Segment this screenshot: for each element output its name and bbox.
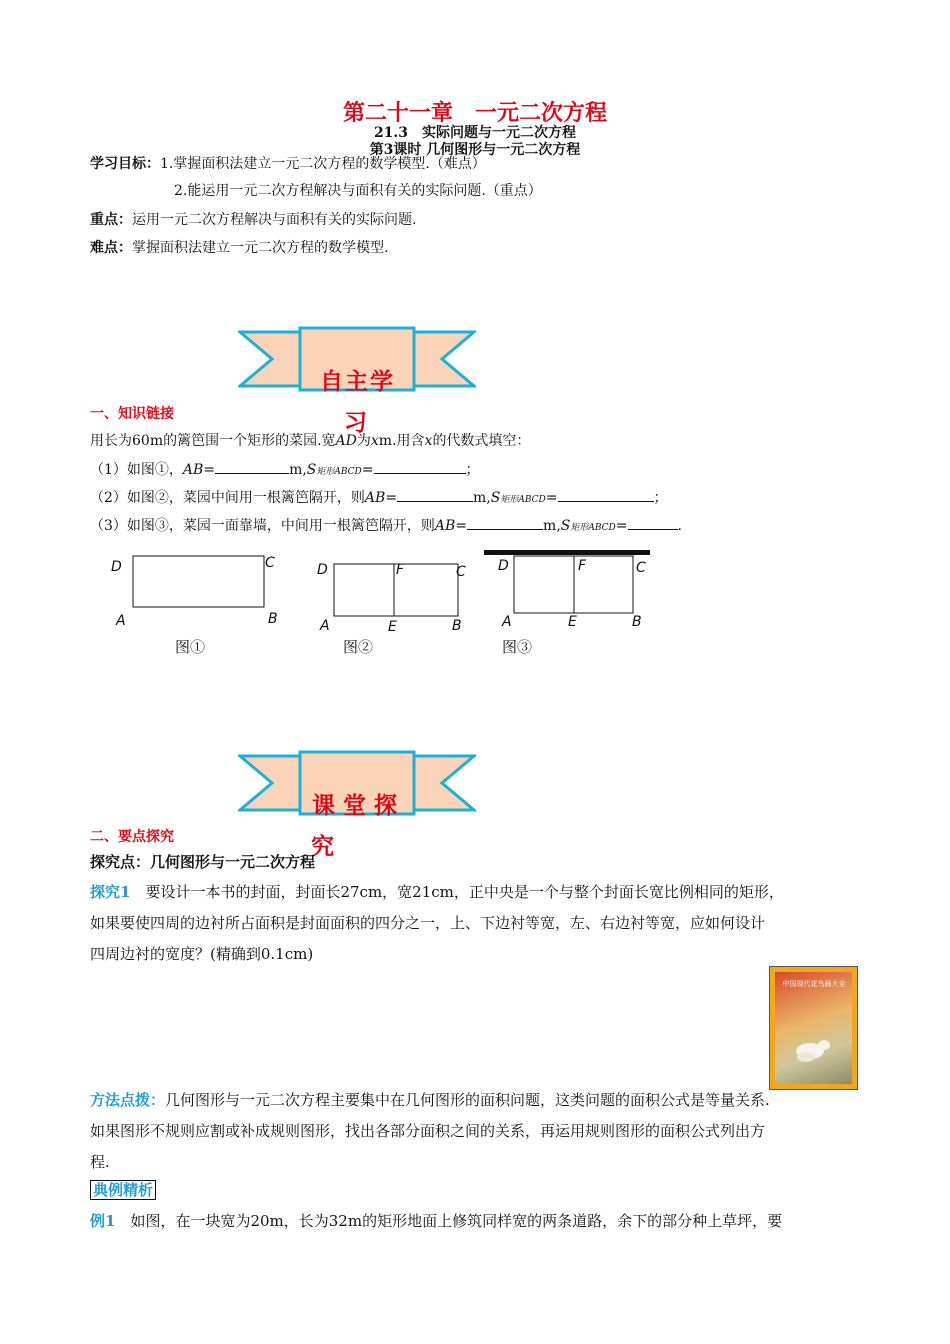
section-2-heading: 二、要点探究 bbox=[90, 829, 174, 845]
fig3-label-e: E bbox=[568, 614, 577, 630]
key-point: 重点：运用一元二次方程解决与面积有关的实际问题. bbox=[90, 212, 417, 228]
bird-icon bbox=[790, 1027, 840, 1067]
figure-3-wall bbox=[484, 550, 650, 555]
fig3-label-b: B bbox=[632, 614, 642, 630]
fig2-label-f: F bbox=[396, 562, 405, 578]
fig1-label-d: D bbox=[111, 559, 122, 575]
question-2: （2）如图②，菜园中间用一根篱笆隔开，则AB= m,S矩形ABCD= ； bbox=[90, 487, 668, 510]
book-cover-title: 中国现代花鸟画大全 bbox=[782, 980, 846, 988]
fig1-label-b: B bbox=[268, 611, 278, 627]
section-title: 21.3 实际问题与一元二次方程 bbox=[373, 125, 577, 141]
fig2-label-c: C bbox=[456, 564, 466, 580]
fig2-label-a: A bbox=[320, 618, 330, 634]
lesson-title: 第3课时 几何图形与一元二次方程 bbox=[369, 142, 581, 158]
fig3-label-d: D bbox=[498, 558, 509, 574]
fig1-label-a: A bbox=[116, 613, 126, 629]
ribbon-2-text-overflow: 究 bbox=[311, 834, 336, 860]
book-cover-image bbox=[769, 966, 858, 1090]
blank-ab-2[interactable] bbox=[397, 487, 473, 502]
blank-area-3[interactable] bbox=[628, 515, 678, 530]
example-box: 典例精析 bbox=[90, 1180, 156, 1200]
chapter-title: 第二十一章 一元二次方程 bbox=[342, 101, 607, 126]
difficult-point: 难点：掌握面积法建立一元二次方程的数学模型. bbox=[90, 240, 389, 256]
blank-ab-1[interactable] bbox=[215, 459, 289, 474]
method-label: 方法点拨： bbox=[90, 1091, 166, 1109]
ribbon-2-text: 课 堂 探 bbox=[312, 793, 398, 819]
fig2-label-e: E bbox=[388, 619, 397, 635]
fig1-caption: 图① bbox=[175, 638, 206, 656]
section-1-heading: 一、知识链接 bbox=[90, 406, 174, 422]
example-1: 例1 如图，在一块宽为20m，长为32m的矩形地面上修筑同样宽的两条道路，余下的部分种上草坪，要 bbox=[90, 1212, 783, 1230]
method-tip: 方法点拨：几何图形与一元二次方程主要集中在几何图形的面积问题，这类问题的面积公式是等量关系. 如果图形不规则应割或补成规则图形，找出各部分面积之间的关系，再运用规则图形的面积公式列出方 程. bbox=[90, 1091, 770, 1171]
fig2-label-d: D bbox=[317, 562, 328, 578]
fig2-label-b: B bbox=[452, 618, 462, 634]
fig3-label-a: A bbox=[502, 614, 512, 630]
question-1: （1）如图①，AB= m,S矩形ABCD= ； bbox=[90, 459, 480, 482]
figure-1-rectangle bbox=[133, 556, 264, 607]
objective-2: 2.能运用一元二次方程解决与面积有关的实际问题.（重点） bbox=[174, 183, 542, 199]
blank-ab-3[interactable] bbox=[467, 515, 543, 530]
fig3-label-f: F bbox=[578, 558, 587, 574]
example-label: 例1 bbox=[90, 1212, 116, 1230]
knowledge-intro: 用长为60m的篱笆围一个矩形的菜园.宽AD为xm.用含x的代数式填空： bbox=[90, 433, 531, 449]
blank-area-1[interactable] bbox=[374, 459, 466, 474]
explore-point: 探究点：几何图形与一元二次方程 bbox=[90, 853, 316, 871]
explore-1: 探究1 要设计一本书的封面，封面长27cm，宽21cm，正中央是一个与整个封面长宽比例相同的矩形， 如果要使四周的边衬所占面积是封面面积的四分之一，上、下边衬等宽，左、右边衬等宽，应如何设计 四周边衬的宽度？(精确到0.1cm) bbox=[90, 883, 784, 963]
objective-1: 学习目标：1.掌握面积法建立一元二次方程的数学模型.（难点） bbox=[90, 156, 486, 172]
fig3-caption: 图③ bbox=[502, 638, 533, 656]
fig1-label-c: C bbox=[265, 555, 275, 571]
ribbon-1-text-overflow: 习 bbox=[344, 410, 369, 436]
blank-area-2[interactable] bbox=[558, 487, 654, 502]
objectives-label: 学习目标： bbox=[90, 156, 160, 172]
question-3: （3）如图③，菜园一面靠墙，中间用一根篱笆隔开，则AB= m,S矩形ABCD= . bbox=[90, 515, 682, 538]
ribbon-1-text: 自主学 bbox=[320, 369, 395, 395]
fig3-label-c: C bbox=[636, 560, 646, 576]
figures-canvas bbox=[90, 548, 650, 638]
explore-label: 探究1 bbox=[90, 883, 131, 901]
fig2-caption: 图② bbox=[343, 638, 374, 656]
